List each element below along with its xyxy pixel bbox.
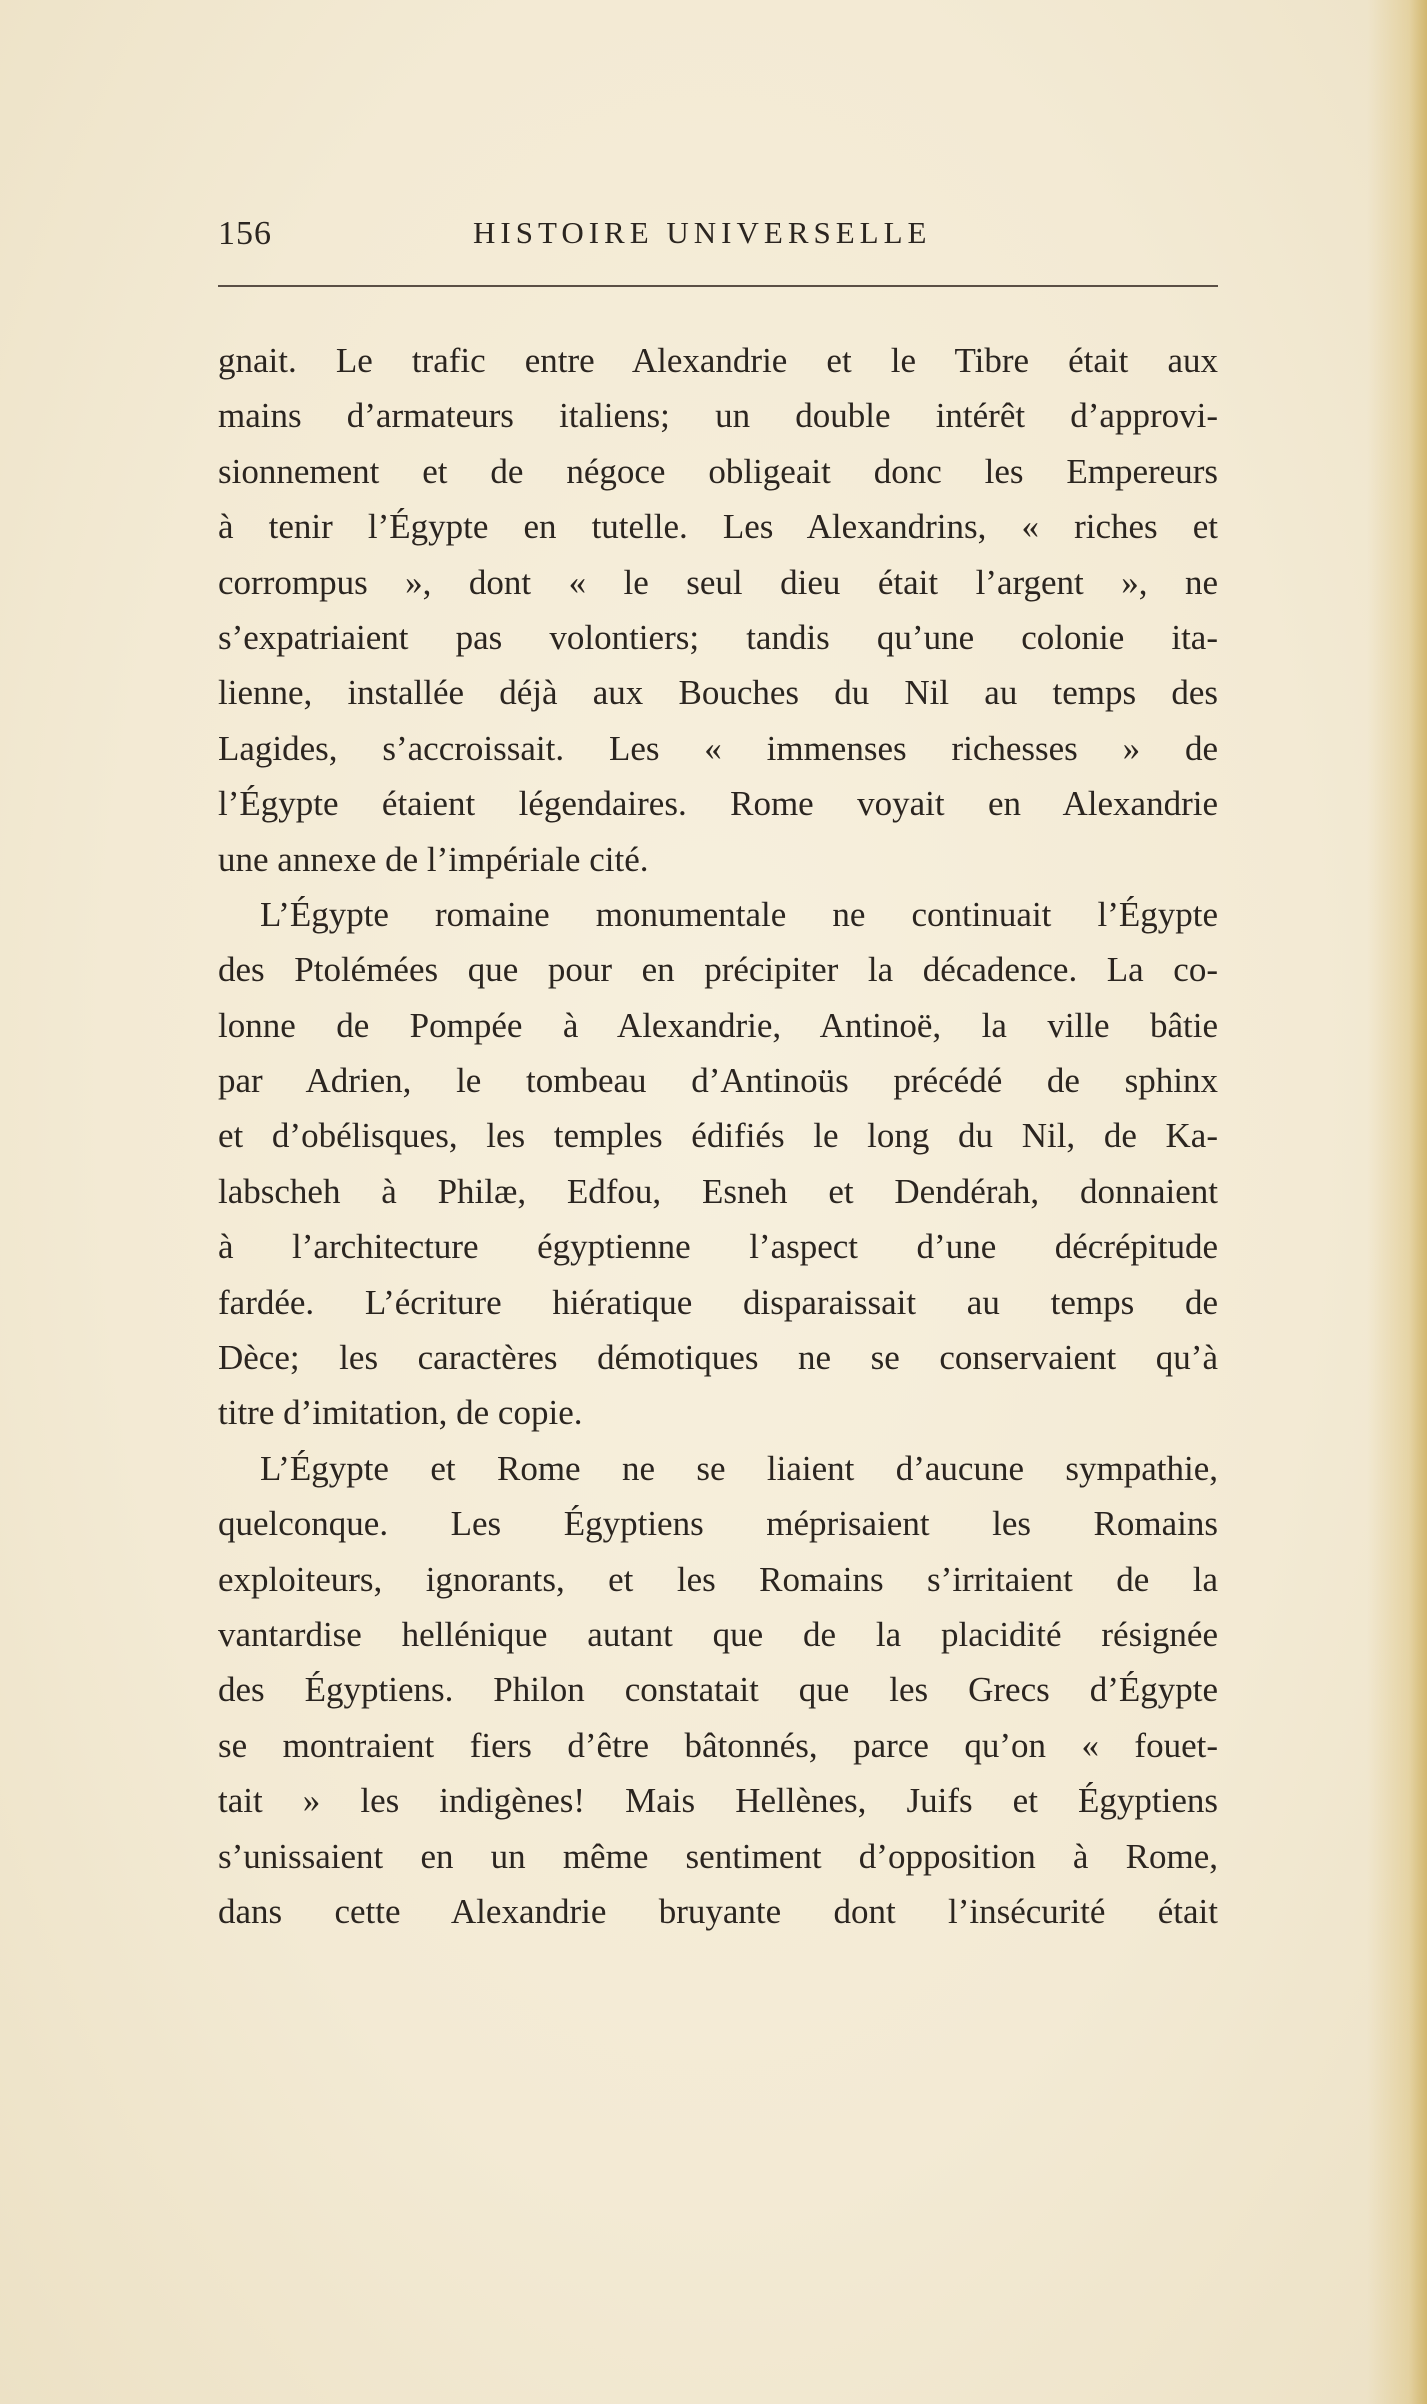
text-line: vantardise hellénique autant que de la placidité résignée <box>218 1614 1218 1654</box>
body-text <box>218 333 1218 1939</box>
text-line-paragraph-end: une annexe de l’impériale cité. <box>218 839 649 879</box>
text-line: se montraient fiers d’être bâtonnés, parce qu’on « fouet- <box>218 1725 1218 1765</box>
text-line-paragraph-start: L’Égypte romaine monumentale ne continuait l’Égypte <box>260 894 1218 934</box>
text-line: Dèce; les caractères démotiques ne se conservaient qu’à <box>218 1338 1218 1378</box>
text-line: lienne, installée déjà aux Bouches du Nil au temps des <box>218 673 1218 713</box>
text-line: Lagides, s’accroissait. Les « immenses richesses » de <box>218 728 1218 768</box>
text-line: s’expatriaient pas volontiers; tandis qu’une colonie ita- <box>218 617 1218 657</box>
text-line: à l’architecture égyptienne l’aspect d’une décrépitude <box>218 1227 1218 1267</box>
text-line: et d’obélisques, les temples édifiés le long du Nil, de Ka- <box>218 1116 1218 1156</box>
text-line-paragraph-end: titre d’imitation, de copie. <box>218 1393 583 1433</box>
text-line-paragraph-start: L’Égypte et Rome ne se liaient d’aucune sympathie, <box>260 1448 1218 1488</box>
header-rule <box>218 285 1218 287</box>
text-line: dans cette Alexandrie bruyante dont l’insécurité était <box>218 1891 1218 1931</box>
text-line: exploiteurs, ignorants, et les Romains s’irritaient de la <box>218 1559 1218 1599</box>
text-line: tait » les indigènes! Mais Hellènes, Juifs et Égyptiens <box>218 1781 1218 1821</box>
text-line: à tenir l’Égypte en tutelle. Les Alexandrins, « riches et <box>218 507 1218 547</box>
text-line: l’Égypte étaient légendaires. Rome voyait en Alexandrie <box>218 784 1218 824</box>
text-line: lonne de Pompée à Alexandrie, Antinoë, la ville bâtie <box>218 1005 1218 1045</box>
page-header <box>218 215 1218 265</box>
text-line: s’unissaient en un même sentiment d’opposition à Rome, <box>218 1836 1218 1876</box>
text-line: quelconque. Les Égyptiens méprisaient les Romains <box>218 1504 1218 1544</box>
text-line: labscheh à Philæ, Edfou, Esneh et Dendérah, donnaient <box>218 1171 1218 1211</box>
text-line: gnait. Le trafic entre Alexandrie et le Tibre était aux <box>218 341 1218 380</box>
running-title: HISTOIRE UNIVERSELLE <box>473 215 932 250</box>
text-line: des Égyptiens. Philon constatait que les Grecs d’Égypte <box>218 1670 1218 1710</box>
text-line: corrompus », dont « le seul dieu était l’argent », ne <box>218 562 1218 602</box>
page-number: 156 <box>218 215 272 252</box>
text-line: sionnement et de négoce obligeait donc les Empereurs <box>218 451 1218 491</box>
text-line: par Adrien, le tombeau d’Antinoüs précédé de sphinx <box>218 1061 1218 1101</box>
text-line: mains d’armateurs italiens; un double intérêt d’approvi- <box>218 396 1218 436</box>
page-edge-shading <box>1367 0 1427 2404</box>
text-line: des Ptolémées que pour en précipiter la décadence. La co- <box>218 950 1218 990</box>
text-line: fardée. L’écriture hiératique disparaissait au temps de <box>218 1282 1218 1322</box>
